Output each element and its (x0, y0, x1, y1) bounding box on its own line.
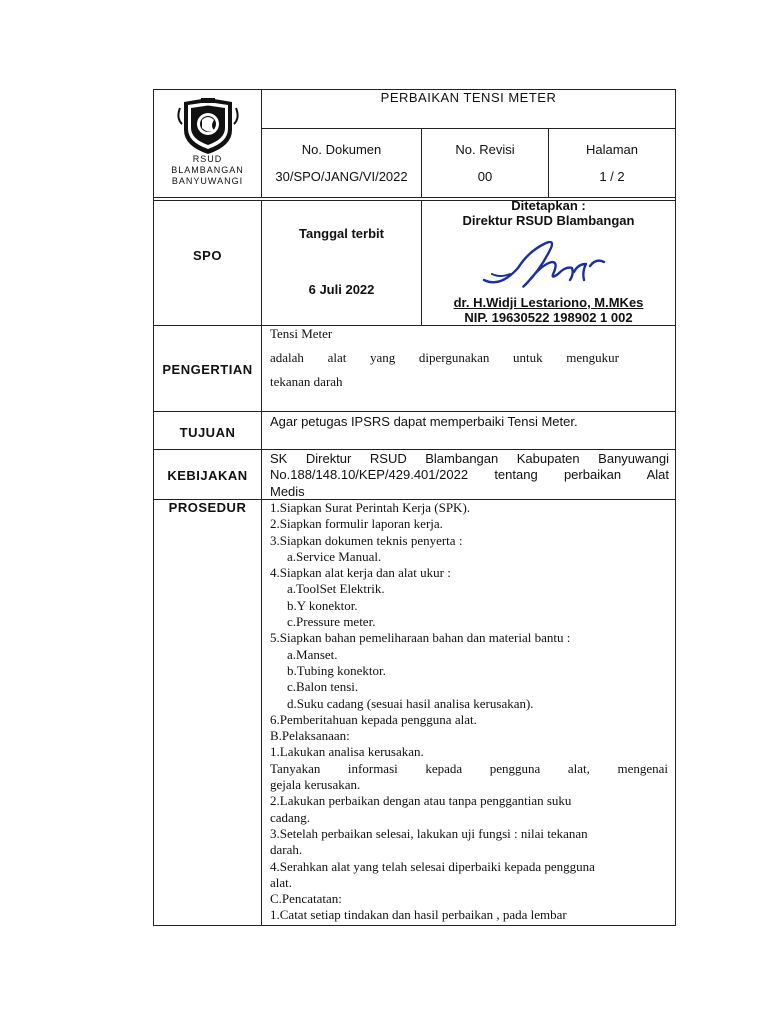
table-divider (261, 200, 262, 926)
pengertian-line: tekanan darah (270, 374, 343, 389)
list-item: c.Balon tensi. (287, 679, 359, 695)
pengertian-line: adalah alat yang dipergunakan untuk mengukur (270, 350, 619, 365)
list-item: a.ToolSet Elektrik. (287, 581, 385, 597)
signer-name: dr. H.Widji Lestariono, M.MKes (453, 295, 644, 310)
table-divider (421, 128, 422, 197)
hospital-name-line: BLAMBANGAN (171, 165, 244, 175)
revision-value: 00 (477, 169, 493, 184)
list-item: 4.Serahkan alat yang telah selesai diperbaiki kepada pengguna (270, 858, 595, 874)
kebijakan-line: SK Direktur RSUD Blambangan Kabupaten Banyuwangi (270, 451, 669, 466)
list-item: B.Pelaksanaan: (270, 728, 350, 744)
table-border-bottom (153, 925, 676, 926)
signer-nip: NIP. 19630522 198902 1 002 (464, 310, 633, 325)
hospital-crest-icon (154, 90, 261, 160)
list-item: 4.Siapkan alat kerja dan alat ukur : (270, 565, 451, 581)
signature (470, 228, 630, 298)
list-item: 3.Setelah perbaikan selesai, lakukan uji fungsi : nilai tekanan (270, 825, 588, 841)
table-border-right (675, 89, 676, 926)
prosedur-label: PROSEDUR (168, 500, 247, 515)
pengertian-label: PENGERTIAN (162, 362, 253, 377)
doc-number-label: No. Dokumen (301, 142, 382, 157)
list-item: b.Y konektor. (287, 597, 358, 613)
list-item: c.Pressure meter. (287, 614, 376, 630)
kebijakan-line: No.188/148.10/KEP/429.401/2022 tentang perbaikan Alat (270, 467, 669, 483)
list-item: 1.Siapkan Surat Perintah Kerja (SPK). (270, 500, 471, 515)
pengertian-text (270, 326, 650, 390)
kebijakan-text (270, 451, 669, 500)
kebijakan-label: KEBIJAKAN (167, 468, 248, 483)
list-item: 2.Lakukan perbaikan dengan atau tanpa penggantian suku (270, 793, 572, 809)
list-item: 5.Siapkan bahan pemeliharaan bahan dan material bantu : (270, 630, 571, 646)
list-item: C.Pencatatan: (270, 891, 342, 907)
hospital-name-line: RSUD (192, 154, 223, 164)
list-item: 1.Lakukan analisa kerusakan. (270, 744, 424, 760)
doc-number-value: 30/SPO/JANG/VI/2022 (275, 169, 408, 184)
list-item: 2.Siapkan formulir laporan kerja. (270, 516, 443, 532)
spo-label: SPO (193, 248, 222, 263)
list-item: gejala kerusakan. (270, 777, 361, 793)
list-item: Tanyakan informasi kepada pengguna alat, mengenai (270, 760, 668, 776)
list-item: darah. (270, 842, 303, 858)
list-item: 1.Catat setiap tindakan dan hasil perbaikan , pada lembar (270, 907, 567, 923)
document-title: PERBAIKAN TENSI METER (380, 90, 557, 105)
list-item: a.Manset. (287, 646, 338, 662)
tujuan-text: Agar petugas IPSRS dapat memperbaiki Tensi Meter. (270, 414, 578, 429)
kebijakan-line: Medis (270, 483, 305, 499)
list-item: d.Suku cadang (sesuai hasil analisa kerusakan). (287, 695, 534, 711)
page-value: 1 / 2 (599, 169, 625, 184)
pengertian-line: Tensi Meter (270, 326, 333, 341)
hospital-name (154, 154, 261, 187)
hospital-logo (154, 90, 261, 197)
table-divider (548, 128, 549, 197)
table-divider (153, 411, 676, 412)
tujuan-label: TUJUAN (179, 425, 236, 440)
list-item: cadang. (270, 809, 311, 825)
table-divider (261, 128, 676, 129)
prosedur-list (270, 500, 670, 924)
hospital-name-line: BANYUWANGI (171, 176, 244, 186)
issue-date-label: Tanggal terbit (299, 226, 384, 241)
established-label: Ditetapkan : (511, 198, 586, 213)
issue-date-value: 6 Juli 2022 (308, 282, 375, 297)
list-item: 3.Siapkan dokumen teknis penyerta : (270, 532, 463, 548)
list-item: alat. (270, 874, 293, 890)
list-item: 6.Pemberitahuan kepada pengguna alat. (270, 711, 477, 727)
director-title: Direktur RSUD Blambangan (462, 213, 635, 228)
list-item: b.Tubing konektor. (287, 662, 386, 678)
page-label: Halaman (585, 142, 639, 157)
list-item: a.Service Manual. (287, 548, 382, 564)
table-divider (153, 449, 676, 450)
revision-label: No. Revisi (455, 142, 515, 157)
